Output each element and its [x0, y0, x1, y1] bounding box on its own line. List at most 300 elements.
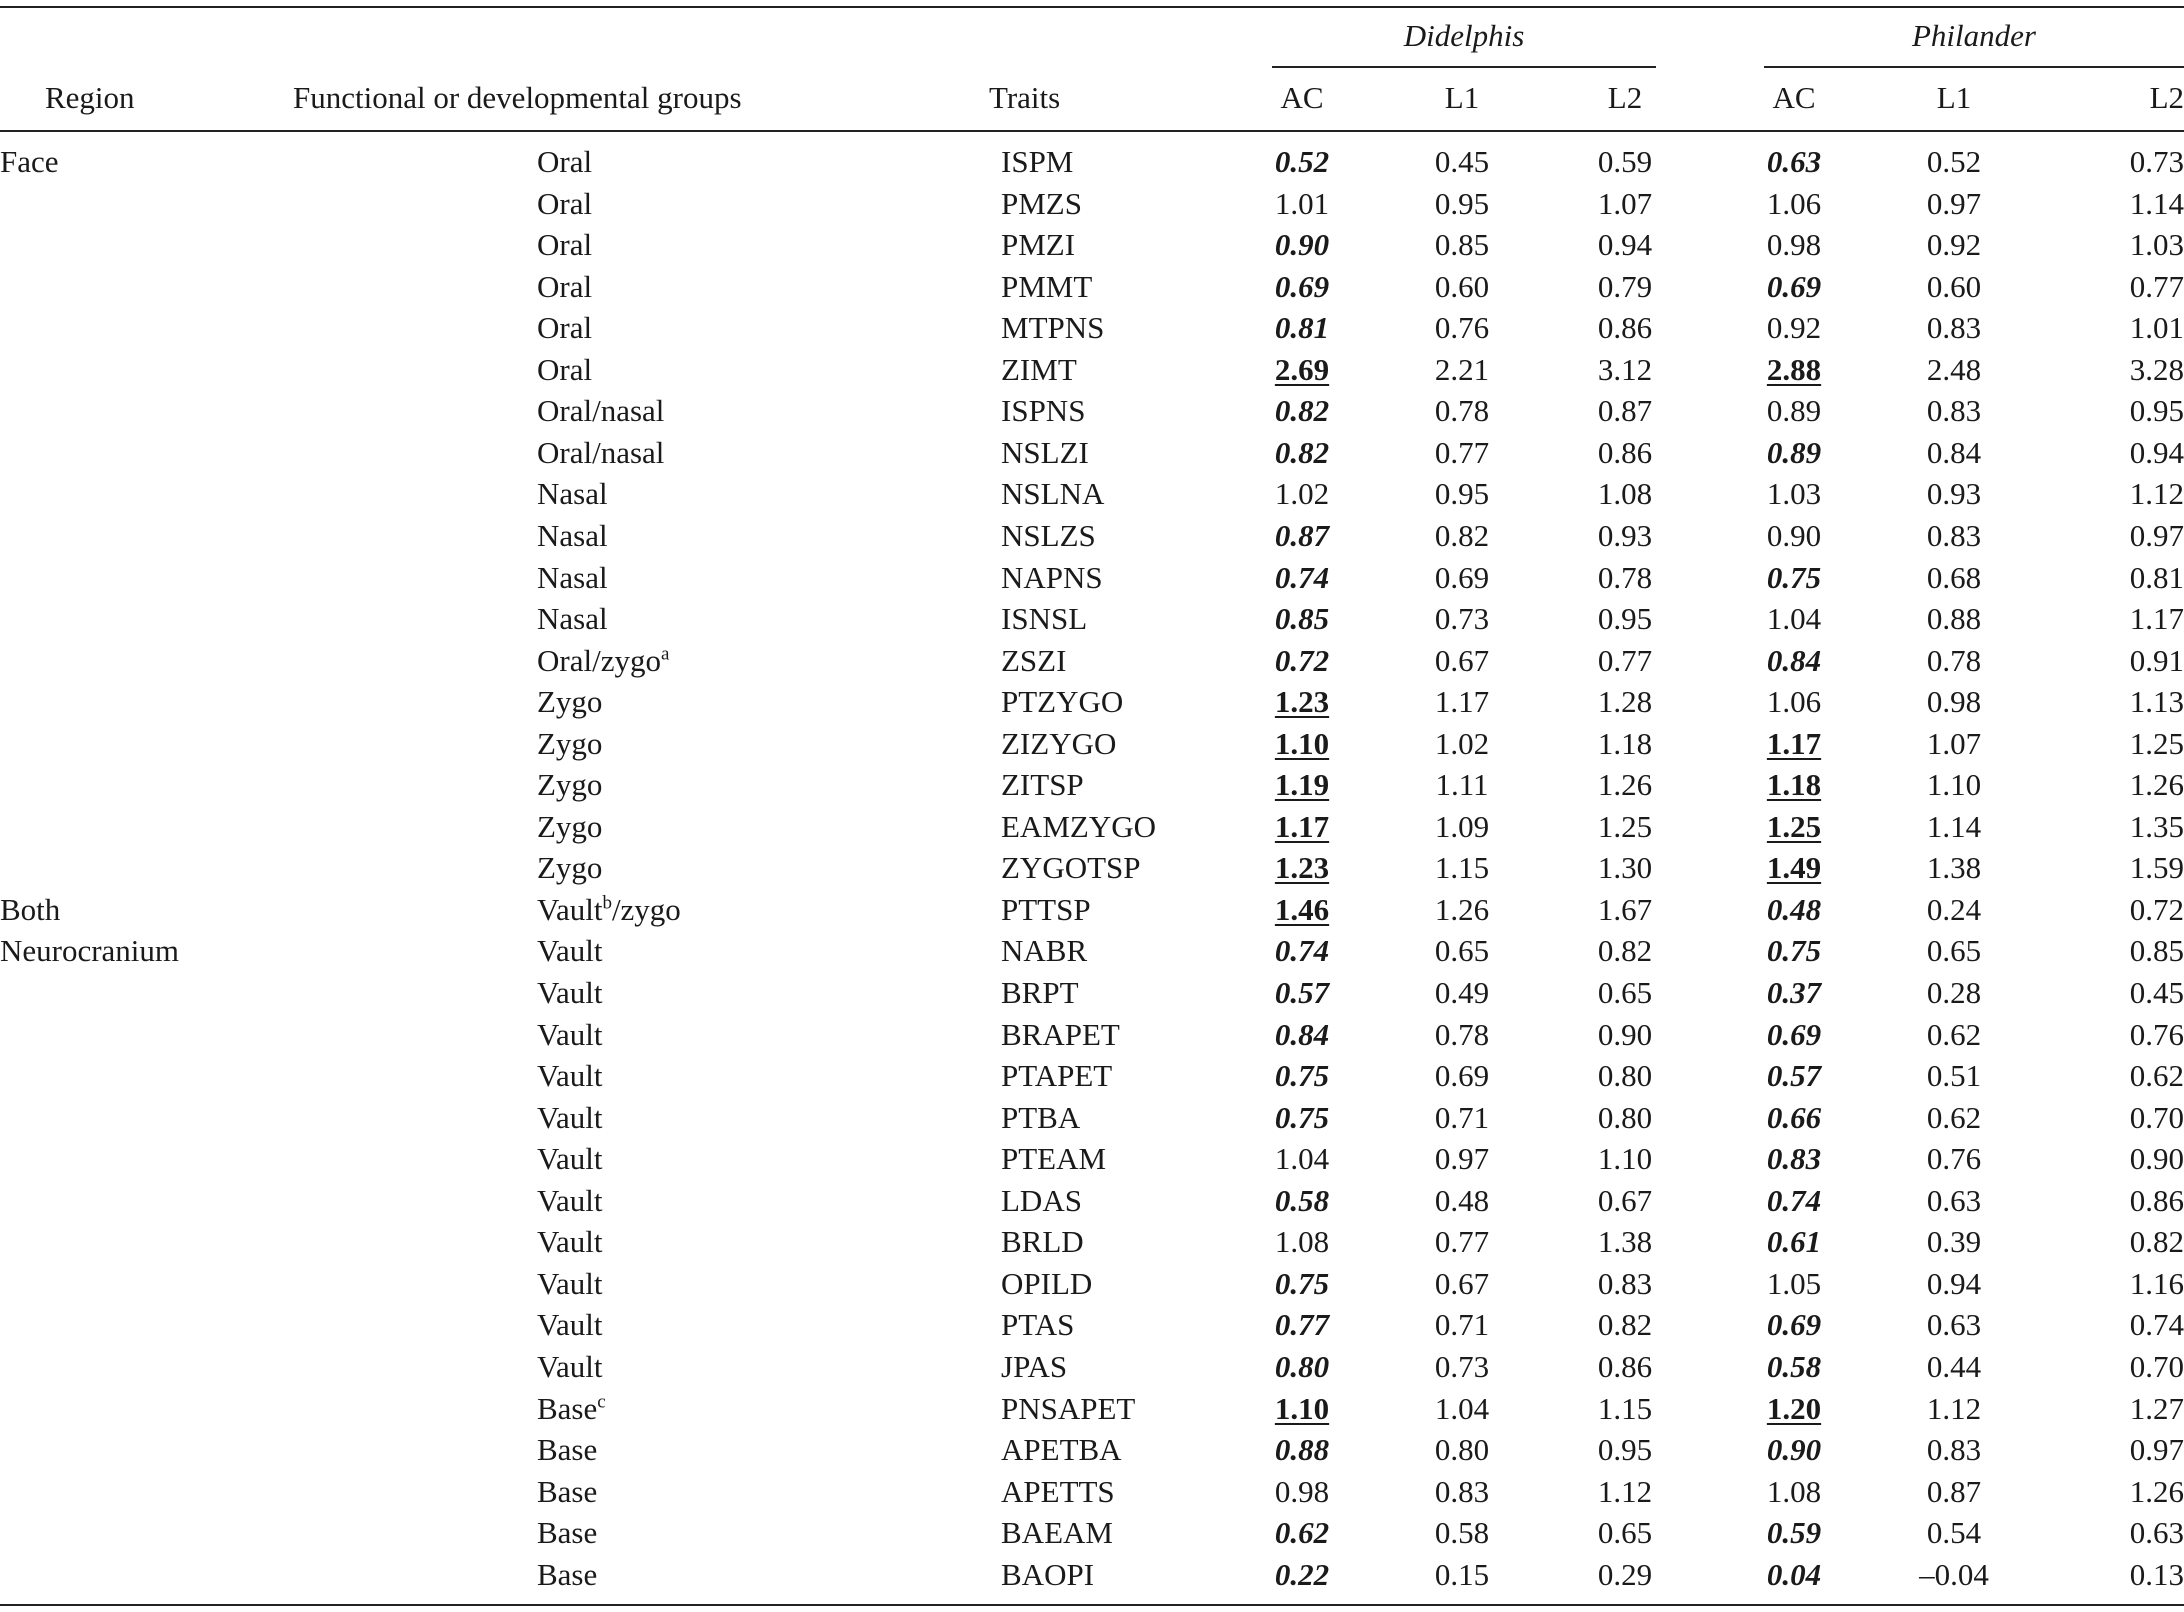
- philander-ac-cell: 0.84: [1766, 642, 1822, 678]
- didelphis-ac-cell: 0.82: [1274, 434, 1330, 470]
- didelphis-l2-cell: 0.95: [1597, 601, 1653, 637]
- philander-ac-cell: 0.69: [1766, 1307, 1822, 1343]
- didelphis-l1-cell: 0.76: [1434, 310, 1490, 346]
- footnote-marker: b: [602, 892, 612, 914]
- philander-ac-cell: 0.48: [1766, 891, 1822, 927]
- functional-group-text: Nasal: [537, 601, 608, 637]
- didelphis-l1-cell: 1.09: [1434, 808, 1490, 844]
- didelphis-l2-cell: 1.67: [1597, 891, 1653, 927]
- table-row: [0, 183, 2184, 225]
- trait-cell: PTEAM: [1001, 1141, 1107, 1177]
- philander-l1-cell: 0.97: [1926, 185, 1982, 221]
- didelphis-ac-cell: 0.62: [1274, 1515, 1330, 1551]
- philander-l1-cell: 0.51: [1926, 1058, 1982, 1094]
- didelphis-l2-cell: 1.15: [1597, 1390, 1653, 1426]
- philander-l1-cell: 1.12: [1926, 1390, 1982, 1426]
- philander-l2-cell: 0.74: [2129, 1307, 2184, 1343]
- functional-group-text: Vault: [537, 1141, 603, 1177]
- didelphis-ac-cell: 1.01: [1274, 185, 1330, 221]
- didelphis-ac-cell: 0.90: [1274, 227, 1330, 263]
- didelphis-l2-cell: 0.59: [1597, 144, 1653, 179]
- trait-cell: BAOPI: [1001, 1556, 1095, 1592]
- trait-cell: NSLZS: [1001, 517, 1096, 553]
- functional-group-text: Vault: [537, 891, 603, 927]
- functional-group-text: Oral: [537, 185, 593, 221]
- didelphis-l1-cell: 1.02: [1434, 725, 1490, 761]
- didelphis-l1-cell: 0.73: [1434, 601, 1490, 637]
- didelphis-l1-cell: 2.21: [1434, 351, 1490, 387]
- philander-ac-cell: 1.17: [1766, 725, 1822, 761]
- philander-group-rule: [1764, 66, 2184, 68]
- didelphis-ac-cell: 0.75: [1274, 1058, 1330, 1094]
- didelphis-l1-cell: 0.69: [1434, 559, 1490, 595]
- philander-l1-cell: 0.65: [1926, 933, 1982, 969]
- philander-l2-cell: 1.12: [2129, 476, 2184, 512]
- didelphis-l2-cell: 0.65: [1597, 975, 1653, 1010]
- didelphis-l1-cell: 0.71: [1434, 1307, 1490, 1343]
- didelphis-ac-cell: 0.57: [1274, 975, 1330, 1010]
- philander-l2-cell: 1.14: [2129, 185, 2184, 221]
- didelphis-l2-cell: 0.93: [1597, 517, 1653, 553]
- didelphis-group-header: Didelphis: [1403, 18, 1525, 53]
- table-row: [0, 1429, 2184, 1471]
- didelphis-l1-cell: 0.69: [1434, 1058, 1490, 1094]
- trait-cell: PNSAPET: [1001, 1390, 1136, 1426]
- philander-l2-cell: 0.70: [2129, 1348, 2184, 1384]
- philander-l1-cell: 0.83: [1926, 310, 1982, 346]
- trait-cell: APETBA: [1001, 1432, 1122, 1468]
- functional-group-cell: [537, 723, 602, 765]
- table-row: [0, 1014, 2184, 1056]
- didelphis-l1-cell: 0.67: [1434, 1265, 1490, 1301]
- table-row: [0, 972, 2184, 1014]
- philander-ac-cell: 0.75: [1766, 933, 1822, 969]
- didelphis-l2-cell: 1.10: [1597, 1141, 1653, 1177]
- table-row: [0, 557, 2184, 599]
- didelphis-l1-cell: 1.15: [1434, 850, 1490, 886]
- functional-group-cell: [537, 681, 602, 723]
- philander-l2-cell: 1.26: [2129, 1473, 2184, 1509]
- functional-group-text: Vault: [537, 1224, 603, 1260]
- didelphis-l2-cell: 1.25: [1597, 808, 1653, 844]
- didelphis-ac-cell: 0.52: [1274, 144, 1330, 179]
- philander-ac-cell: 0.37: [1766, 975, 1822, 1010]
- didelphis-ac-cell: 0.77: [1274, 1307, 1330, 1343]
- header-functional-groups: Functional or developmental groups: [293, 80, 742, 115]
- functional-group-text: Vault: [537, 1016, 603, 1052]
- footnote-marker: c: [597, 1391, 606, 1413]
- philander-l1-cell: 0.88: [1926, 601, 1982, 637]
- philander-l1-cell: 0.63: [1926, 1307, 1982, 1343]
- functional-group-cell: [537, 1471, 597, 1513]
- didelphis-l1-cell: 0.15: [1434, 1556, 1490, 1592]
- philander-l2-cell: 1.27: [2129, 1390, 2184, 1426]
- didelphis-l2-cell: 0.83: [1597, 1265, 1653, 1301]
- functional-group-text: Nasal: [537, 517, 608, 553]
- trait-cell: BRAPET: [1001, 1016, 1120, 1052]
- philander-l2-cell: 0.70: [2129, 1099, 2184, 1135]
- philander-l2-cell: 0.62: [2129, 1058, 2184, 1094]
- trait-cell: PTAS: [1001, 1307, 1075, 1343]
- philander-l1-cell: 0.84: [1926, 434, 1982, 470]
- table-row: [0, 889, 2184, 931]
- didelphis-ac-cell: 0.80: [1274, 1348, 1330, 1384]
- functional-group-text: Oral: [537, 351, 593, 387]
- functional-group-cell: [537, 1512, 597, 1554]
- trait-cell: NABR: [1001, 933, 1088, 969]
- philander-l1-cell: 0.39: [1926, 1224, 1982, 1260]
- trait-cell: BRPT: [1001, 975, 1079, 1010]
- table-row: [0, 141, 2184, 183]
- philander-l2-cell: 0.63: [2129, 1515, 2184, 1551]
- trait-cell: ZYGOTSP: [1001, 850, 1141, 886]
- trait-cell: NSLZI: [1001, 434, 1089, 470]
- functional-group-text: Vault: [537, 1058, 603, 1094]
- philander-l2-cell: 1.26: [2129, 767, 2184, 803]
- didelphis-l1-cell: 0.77: [1434, 1224, 1490, 1260]
- didelphis-l1-cell: 1.11: [1435, 767, 1489, 803]
- didelphis-l1-cell: 0.83: [1434, 1473, 1490, 1509]
- header-didelphis-ac: AC: [1280, 80, 1324, 115]
- didelphis-l1-cell: 0.95: [1434, 476, 1490, 512]
- didelphis-l2-cell: 0.67: [1597, 1182, 1653, 1218]
- philander-ac-cell: 0.58: [1766, 1348, 1822, 1384]
- functional-group-cell: [537, 889, 681, 931]
- philander-l2-cell: 0.95: [2129, 393, 2184, 429]
- didelphis-l1-cell: 0.48: [1434, 1182, 1490, 1218]
- functional-group-cell: [537, 224, 592, 266]
- table-row: [0, 1055, 2184, 1097]
- functional-group-cell: [537, 183, 592, 225]
- table-row: [0, 473, 2184, 515]
- header-philander-l2: L2: [2149, 80, 2184, 115]
- functional-group-cell: [537, 1138, 602, 1180]
- functional-group-cell: [537, 806, 602, 848]
- table-row: [0, 266, 2184, 308]
- didelphis-l2-cell: 0.79: [1597, 268, 1653, 304]
- trait-cell: PMMT: [1001, 268, 1093, 304]
- table-row: [0, 515, 2184, 557]
- functional-group-text: Zygo: [537, 725, 603, 761]
- trait-cell: ZIZYGO: [1001, 725, 1117, 761]
- functional-group-cell: [537, 972, 602, 1014]
- didelphis-ac-cell: 0.75: [1274, 1265, 1330, 1301]
- didelphis-ac-cell: 1.04: [1274, 1141, 1330, 1177]
- functional-group-text: Nasal: [537, 559, 608, 595]
- trait-cell: ISNSL: [1001, 601, 1088, 637]
- philander-ac-cell: 1.25: [1766, 808, 1822, 844]
- table-row: [0, 1388, 2184, 1430]
- philander-l1-cell: 2.48: [1926, 351, 1982, 387]
- table-row: [0, 1180, 2184, 1222]
- didelphis-ac-cell: 0.74: [1274, 933, 1330, 969]
- philander-l1-cell: 0.78: [1926, 642, 1982, 678]
- functional-group-cell: [537, 515, 608, 557]
- didelphis-l2-cell: 0.86: [1597, 1348, 1653, 1384]
- didelphis-l2-cell: 1.07: [1597, 185, 1653, 221]
- functional-group-cell: [537, 307, 592, 349]
- functional-group-cell: [537, 1014, 602, 1056]
- philander-ac-cell: 0.04: [1766, 1556, 1822, 1592]
- region-cell: Neurocranium: [0, 933, 180, 969]
- functional-group-cell: [537, 1221, 602, 1263]
- philander-l1-cell: 1.07: [1926, 725, 1982, 761]
- functional-group-cell: [537, 1055, 602, 1097]
- functional-group-text: Oral: [537, 268, 593, 304]
- table-row: [0, 847, 2184, 889]
- philander-l1-cell: 0.94: [1926, 1265, 1982, 1301]
- philander-l1-cell: 0.44: [1926, 1348, 1982, 1384]
- philander-l1-cell: 1.14: [1926, 808, 1982, 844]
- trait-cell: PMZS: [1001, 185, 1082, 221]
- philander-ac-cell: 1.05: [1766, 1265, 1822, 1301]
- trait-cell: ISPM: [1001, 144, 1074, 179]
- functional-group-cell: [537, 1263, 602, 1305]
- philander-l2-cell: 0.86: [2129, 1182, 2184, 1218]
- didelphis-l1-cell: 0.78: [1434, 393, 1490, 429]
- philander-group-header: Philander: [1912, 18, 2036, 53]
- functional-group-text: Vault: [537, 1348, 603, 1384]
- philander-l1-cell: 0.98: [1926, 684, 1982, 720]
- table-row: [0, 1097, 2184, 1139]
- didelphis-l1-cell: 0.77: [1434, 434, 1490, 470]
- header-didelphis-l2: L2: [1607, 80, 1643, 115]
- philander-ac-cell: 0.75: [1766, 559, 1822, 595]
- footnote-marker: a: [660, 643, 670, 665]
- functional-group-tail: /zygo: [611, 891, 681, 927]
- didelphis-ac-cell: 0.88: [1274, 1432, 1330, 1468]
- philander-ac-cell: 0.92: [1766, 310, 1822, 346]
- trait-cell: BRLD: [1001, 1224, 1084, 1260]
- table-row: [0, 1263, 2184, 1305]
- functional-group-cell: [537, 473, 608, 515]
- philander-ac-cell: 0.61: [1766, 1224, 1822, 1260]
- functional-group-text: Base: [537, 1432, 598, 1468]
- trait-cell: ZITSP: [1001, 767, 1084, 803]
- didelphis-ac-cell: 1.19: [1274, 767, 1330, 803]
- philander-l1-cell: 0.62: [1926, 1016, 1982, 1052]
- trait-cell: NSLNA: [1001, 476, 1105, 512]
- didelphis-l2-cell: 0.82: [1597, 1307, 1653, 1343]
- didelphis-ac-cell: 0.75: [1274, 1099, 1330, 1135]
- table-row: [0, 432, 2184, 474]
- didelphis-l2-cell: 1.30: [1597, 850, 1653, 886]
- functional-group-text: Vault: [537, 933, 603, 969]
- region-cell: Face: [0, 144, 59, 179]
- philander-l2-cell: 1.16: [2129, 1265, 2184, 1301]
- trait-cell: PTAPET: [1001, 1058, 1113, 1094]
- header-philander-ac: AC: [1772, 80, 1816, 115]
- functional-group-cell: [537, 266, 592, 308]
- didelphis-l1-cell: 0.58: [1434, 1515, 1490, 1551]
- didelphis-l1-cell: 0.49: [1434, 975, 1490, 1010]
- trait-cell: NAPNS: [1001, 559, 1103, 595]
- philander-ac-cell: 1.06: [1766, 185, 1822, 221]
- philander-ac-cell: 1.06: [1766, 684, 1822, 720]
- didelphis-l2-cell: 1.12: [1597, 1473, 1653, 1509]
- table-row: [0, 1304, 2184, 1346]
- trait-cell: ZIMT: [1001, 351, 1077, 387]
- functional-group-text: Base: [537, 1390, 598, 1426]
- philander-l2-cell: 0.73: [2129, 144, 2184, 179]
- philander-l2-cell: 1.01: [2129, 310, 2184, 346]
- didelphis-ac-cell: 1.23: [1274, 850, 1330, 886]
- table-row: [0, 307, 2184, 349]
- philander-l1-cell: 0.83: [1926, 1432, 1982, 1468]
- philander-l1-cell: 0.87: [1926, 1473, 1982, 1509]
- philander-ac-cell: 0.59: [1766, 1515, 1822, 1551]
- didelphis-ac-cell: 1.46: [1274, 891, 1330, 927]
- philander-ac-cell: 0.66: [1766, 1099, 1822, 1135]
- trait-cell: APETTS: [1001, 1473, 1115, 1509]
- didelphis-l2-cell: 1.08: [1597, 476, 1653, 512]
- philander-ac-cell: 2.88: [1766, 351, 1822, 387]
- functional-group-text: Oral: [537, 227, 593, 263]
- philander-ac-cell: 0.69: [1766, 268, 1822, 304]
- table-row: [0, 390, 2184, 432]
- philander-l1-cell: 0.68: [1926, 559, 1982, 595]
- didelphis-ac-cell: 0.87: [1274, 517, 1330, 553]
- functional-group-cell: [537, 764, 602, 806]
- philander-ac-cell: 0.57: [1766, 1058, 1822, 1094]
- philander-l1-cell: 0.92: [1926, 227, 1982, 263]
- didelphis-l2-cell: 0.80: [1597, 1058, 1653, 1094]
- functional-group-cell: [537, 557, 608, 599]
- functional-group-cell: [537, 349, 592, 391]
- philander-ac-cell: 0.69: [1766, 1016, 1822, 1052]
- functional-group-cell: [537, 847, 602, 889]
- table-row: [0, 764, 2184, 806]
- didelphis-group-rule: [1272, 66, 1656, 68]
- didelphis-l2-cell: 1.38: [1597, 1224, 1653, 1260]
- didelphis-l1-cell: 0.78: [1434, 1016, 1490, 1052]
- trait-cell: LDAS: [1001, 1182, 1082, 1218]
- table-row: [0, 349, 2184, 391]
- didelphis-l1-cell: 0.80: [1434, 1432, 1490, 1468]
- philander-l2-cell: 1.03: [2129, 227, 2184, 263]
- philander-ac-cell: 1.49: [1766, 850, 1822, 886]
- functional-group-text: Nasal: [537, 476, 608, 512]
- didelphis-ac-cell: 0.72: [1274, 642, 1330, 678]
- header-traits: Traits: [989, 80, 1061, 115]
- functional-group-text: Vault: [537, 1099, 603, 1135]
- table-row: [0, 1554, 2184, 1596]
- table-top-rule: [0, 6, 2184, 8]
- didelphis-l2-cell: 0.80: [1597, 1099, 1653, 1135]
- didelphis-ac-cell: 0.82: [1274, 393, 1330, 429]
- functional-group-text: Zygo: [537, 767, 603, 803]
- didelphis-l1-cell: 0.82: [1434, 517, 1490, 553]
- didelphis-l1-cell: 0.45: [1434, 144, 1490, 179]
- didelphis-l2-cell: 3.12: [1597, 351, 1653, 387]
- philander-ac-cell: 0.98: [1766, 227, 1822, 263]
- table-row: [0, 681, 2184, 723]
- philander-ac-cell: 0.89: [1766, 393, 1822, 429]
- functional-group-text: Vault: [537, 1307, 603, 1343]
- table-row: [0, 1512, 2184, 1554]
- functional-group-cell: [537, 1429, 597, 1471]
- functional-group-cell: [537, 1180, 602, 1222]
- philander-l2-cell: 3.28: [2129, 351, 2184, 387]
- philander-ac-cell: 1.04: [1766, 601, 1822, 637]
- header-philander-l1: L1: [1936, 80, 1972, 115]
- functional-group-cell: [537, 930, 602, 972]
- functional-group-text: Base: [537, 1473, 598, 1509]
- philander-ac-cell: 0.83: [1766, 1141, 1822, 1177]
- didelphis-ac-cell: 0.84: [1274, 1016, 1330, 1052]
- philander-ac-cell: 0.90: [1766, 517, 1822, 553]
- didelphis-ac-cell: 0.69: [1274, 268, 1330, 304]
- functional-group-cell: [537, 390, 664, 432]
- functional-group-cell: [537, 1388, 606, 1430]
- didelphis-l2-cell: 0.86: [1597, 310, 1653, 346]
- didelphis-l2-cell: 1.26: [1597, 767, 1653, 803]
- didelphis-ac-cell: 0.81: [1274, 310, 1330, 346]
- functional-group-text: Base: [537, 1556, 598, 1592]
- didelphis-ac-cell: 1.10: [1274, 1390, 1330, 1426]
- table-row: [0, 1471, 2184, 1513]
- philander-l2-cell: 0.45: [2129, 975, 2184, 1010]
- didelphis-ac-cell: 1.10: [1274, 725, 1330, 761]
- functional-group-text: Vault: [537, 1182, 603, 1218]
- didelphis-ac-cell: 1.02: [1274, 476, 1330, 512]
- didelphis-l1-cell: 1.26: [1434, 891, 1490, 927]
- trait-cell: OPILD: [1001, 1265, 1093, 1301]
- philander-l1-cell: 0.93: [1926, 476, 1982, 512]
- didelphis-l2-cell: 0.77: [1597, 642, 1653, 678]
- philander-l2-cell: 0.97: [2129, 517, 2184, 553]
- table-row: [0, 598, 2184, 640]
- philander-l2-cell: 0.94: [2129, 434, 2184, 470]
- table-bottom-rule: [0, 1604, 2184, 1606]
- philander-ac-cell: 1.08: [1766, 1473, 1822, 1509]
- philander-l2-cell: 0.97: [2129, 1432, 2184, 1468]
- functional-group-cell: [537, 141, 592, 183]
- philander-l2-cell: 0.76: [2129, 1016, 2184, 1052]
- philander-l1-cell: 0.24: [1926, 891, 1982, 927]
- didelphis-ac-cell: 1.08: [1274, 1224, 1330, 1260]
- didelphis-l1-cell: 0.60: [1434, 268, 1490, 304]
- trait-cell: ZSZI: [1001, 642, 1067, 678]
- trait-cell: BAEAM: [1001, 1515, 1113, 1551]
- table-row: [0, 806, 2184, 848]
- philander-l2-cell: 1.17: [2129, 601, 2184, 637]
- trait-cell: ISPNS: [1001, 393, 1086, 429]
- philander-ac-cell: 1.03: [1766, 476, 1822, 512]
- didelphis-ac-cell: 1.23: [1274, 684, 1330, 720]
- didelphis-l2-cell: 1.18: [1597, 725, 1653, 761]
- philander-ac-cell: 0.89: [1766, 434, 1822, 470]
- functional-group-cell: [537, 1346, 602, 1388]
- trait-cell: JPAS: [1001, 1348, 1068, 1384]
- philander-l1-cell: 0.28: [1926, 975, 1982, 1010]
- didelphis-l2-cell: 1.28: [1597, 684, 1653, 720]
- philander-l1-cell: 0.76: [1926, 1141, 1982, 1177]
- table-row: [0, 1346, 2184, 1388]
- didelphis-l1-cell: 0.95: [1434, 185, 1490, 221]
- didelphis-l1-cell: 0.67: [1434, 642, 1490, 678]
- trait-cell: PMZI: [1001, 227, 1076, 263]
- didelphis-ac-cell: 0.58: [1274, 1182, 1330, 1218]
- philander-ac-cell: 1.20: [1766, 1390, 1822, 1426]
- philander-l1-cell: 0.60: [1926, 268, 1982, 304]
- philander-l1-cell: 0.63: [1926, 1182, 1982, 1218]
- philander-l1-cell: –0.04: [1919, 1556, 1989, 1592]
- trait-cell: MTPNS: [1001, 310, 1105, 346]
- functional-group-text: Oral/zygo: [537, 642, 661, 678]
- functional-group-text: Vault: [537, 975, 603, 1010]
- philander-l1-cell: 0.52: [1926, 144, 1982, 179]
